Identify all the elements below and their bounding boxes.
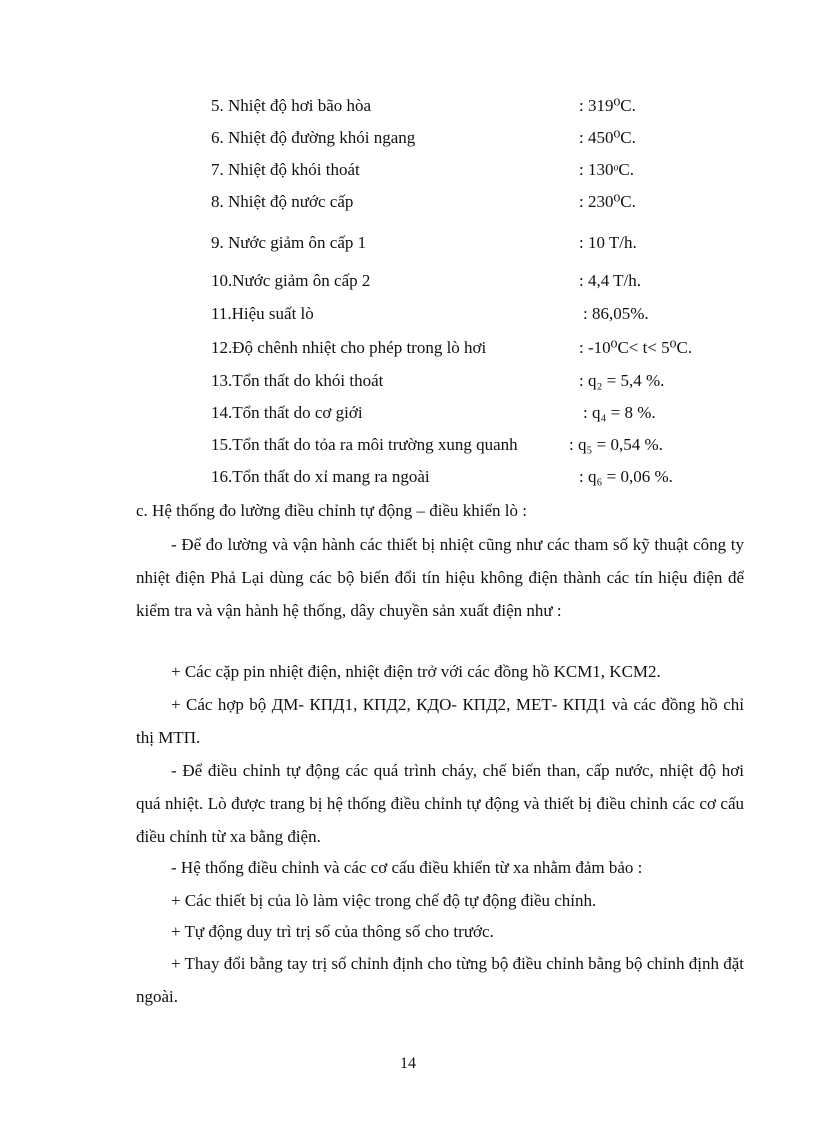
section-heading: c. Hệ thống đo lường điều chỉnh tự động – điều khiển lò :	[136, 501, 527, 520]
spec-value: : 10 T/h.	[579, 233, 637, 252]
spec-label: 8. Nhiệt độ nước cấp	[211, 192, 354, 211]
paragraph: - Hệ thống điều chỉnh và các cơ cấu điều khiển từ xa nhằm đảm bảo :	[171, 858, 643, 877]
spec-row	[0, 190, 816, 214]
spec-value: : 4,4 T/h.	[579, 271, 642, 290]
spec-label: 13.Tổn thất do khói thoát	[211, 371, 384, 390]
paragraph: + Thay đổi bằng tay trị số chỉnh định cho từng bộ điều chỉnh bằng bộ chỉnh định đặt ngoài.	[136, 954, 744, 1006]
spec-value: : q₆ = 0,06 %.	[579, 467, 673, 486]
spec-value: : q₂ = 5,4 %.	[579, 371, 665, 390]
spec-label: 14.Tổn thất do cơ giới	[211, 403, 363, 422]
spec-row	[0, 336, 816, 360]
spec-value: : 450⁰C.	[579, 128, 636, 147]
spec-row	[0, 401, 816, 425]
spec-label: 12.Độ chênh nhiệt cho phép trong lò hơi	[211, 338, 487, 357]
spec-label: 7. Nhiệt độ khói thoát	[211, 160, 360, 179]
spec-row	[0, 369, 816, 393]
spec-row	[0, 302, 816, 326]
paragraph: - Để đo lường và vận hành các thiết bị nhiệt cũng như các tham số kỹ thuật công ty nhiệt điện Phả Lại dùng các bộ biến đổi tín hiệu không điện thành các tín hiệu điện để kiểm tra và vận hành hệ thống, dây chuyền sản xuất điện như :	[136, 535, 744, 620]
spec-label: 15.Tổn thất do tỏa ra môi trường xung quanh	[211, 435, 518, 454]
paragraph: + Tự động duy trì trị số của thông số cho trước.	[171, 922, 494, 941]
spec-row	[0, 126, 816, 150]
spec-label: 9. Nước giảm ôn cấp 1	[211, 233, 367, 252]
spec-row	[0, 465, 816, 489]
spec-label: 10.Nước giảm ôn cấp 2	[211, 271, 371, 290]
spec-label: 6. Nhiệt độ đường khói ngang	[211, 128, 416, 147]
spec-label: 16.Tổn thất do xỉ mang ra ngoài	[211, 467, 430, 486]
paragraph: - Để điều chỉnh tự động các quá trình cháy, chế biến than, cấp nước, nhiệt độ hơi quá nhiệt. Lò được trang bị hệ thống điều chỉnh tự động và thiết bị điều chỉnh các cơ cấu điều chỉnh từ xa bằng điện.	[136, 761, 744, 846]
paragraph: + Các hợp bộ ДМ- КПД1, КПД2, КДО- КПД2, МЕТ- КПД1 và các đồng hồ chỉ thị МТП.	[136, 695, 744, 747]
spec-label: 5. Nhiệt độ hơi bão hòa	[211, 96, 372, 115]
spec-row	[0, 433, 816, 457]
spec-row	[0, 94, 816, 118]
spec-value: : 319⁰C.	[579, 96, 636, 115]
spec-value: : 130ᵒC.	[579, 160, 634, 179]
paragraph: + Các cặp pin nhiệt điện, nhiệt điện trở với các đồng hồ KCM1, KCM2.	[171, 662, 661, 681]
spec-value: : 86,05%.	[583, 304, 649, 323]
spec-label: 11.Hiệu suất lò	[211, 304, 314, 323]
spec-value: : q₄ = 8 %.	[583, 403, 656, 422]
spec-row	[0, 158, 816, 182]
spec-value: : q₅ = 0,54 %.	[569, 435, 663, 454]
page-number: 14	[400, 1055, 416, 1072]
spec-row	[0, 231, 816, 255]
paragraph: + Các thiết bị của lò làm việc trong chế độ tự động điều chỉnh.	[171, 891, 597, 910]
spec-value: : 230⁰C.	[579, 192, 636, 211]
spec-value: : -10⁰C< t< 5⁰C.	[579, 338, 693, 357]
spec-row	[0, 269, 816, 293]
